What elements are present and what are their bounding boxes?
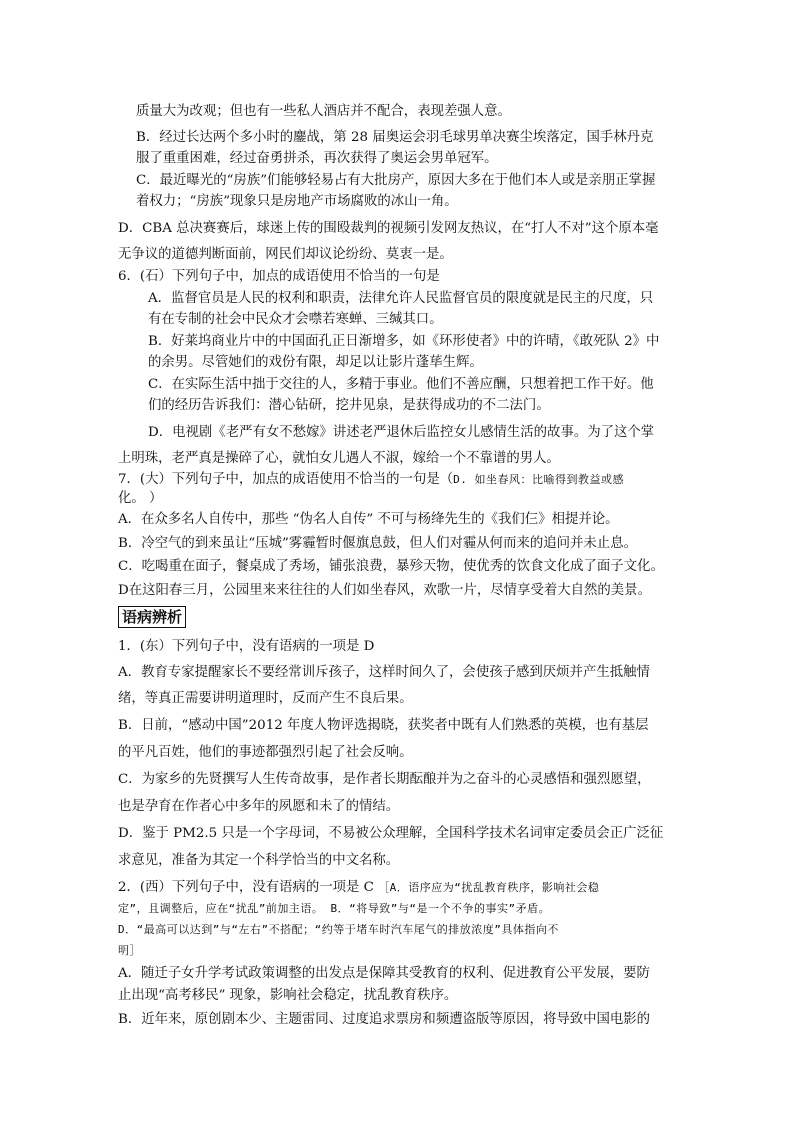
answer-note: 明］ — [118, 944, 141, 957]
answer-note: D. 如坐春风：比喻得到教益或感 — [453, 473, 624, 486]
text-line: C．最近曝光的“房族”们能够轻易占有大批房产，原因大多在于他们本人或是亲朋正掌握 — [136, 173, 656, 188]
text-line: 无争议的道德判断面前，网民们却议论纷纷、莫衷一是。 — [118, 247, 453, 262]
answer-note: ［A．语序应为“扰乱教育秩序，影响社会稳 — [378, 881, 600, 894]
question-1-stem: 1．(东）下列句子中，没有语病的一项是 D — [118, 639, 375, 654]
text-line: 质量大为改观；但也有一些私人酒店并不配合，表现差强人意。 — [136, 104, 511, 119]
text-line: C．为家乡的先贤撰写人生传奇故事，是作者长期酝酿并为之奋斗的心灵感悟和强烈愿望， — [118, 772, 651, 787]
text-line: 的平凡百姓，他们的事迹都强烈引起了社会反响。 — [118, 745, 413, 760]
question-7-stem: 7．(大）下列句子中，加点的成语使用不恰当的一句是（D. 如坐春风：比喻得到教益或感 — [118, 472, 624, 487]
text-line: B．日前，“感动中国”2012 年度人物评选揭晓，获奖者中既有人们熟悉的英模，也有基层 — [118, 718, 649, 733]
text-line: D．电视剧《老严有女不愁嫁》讲述老严退休后监控女儿感情生活的故事。为了这个掌 — [148, 425, 655, 440]
text-line: 上明珠，老严真是操碎了心，就怕女儿遇人不淑，嫁给一个不靠谱的男人。 — [118, 451, 560, 466]
text-line: C．吃喝重在面子，餐桌成了秀场，铺张浪费，暴殄天物，使优秀的饮食文化成了面子文化。 — [118, 559, 664, 574]
text-line: 化。 ） — [118, 491, 163, 506]
text-line: 求意见，准备为其定一个科学恰当的中文名称。 — [118, 853, 400, 868]
text-line: A．在众多名人自传中，那些 “伪名人自传” 不可与杨绛先生的《我们仨》相提并论。 — [118, 512, 619, 527]
answer-note: D．“最高可以达到”与“左右”不搭配；“约等于堵车时汽车尾气的排放浓度”具体指向不 — [118, 923, 559, 936]
text-line: D．鉴于 PM2.5 只是一个字母词，不易被公众理解，全国科学技术名词审定委员会正广泛征 — [118, 826, 664, 841]
text-line: 着权力；“房族”现象只是房地产市场腐败的冰山一角。 — [136, 194, 458, 209]
text-line: A．教育专家提醒家长不要经常训斥孩子，这样时间久了，会使孩子感到厌烦并产生抵触情 — [118, 665, 650, 680]
text-line: D．CBA 总决赛赛后，球迷上传的围殴裁判的视频引发网友热议，在“打人不对”这个原本毫 — [118, 221, 659, 236]
section-heading: 语病辨析 — [118, 606, 186, 628]
text-line: 的余男。尽管她们的戏份有限，却足以让影片蓬荜生辉。 — [148, 355, 483, 370]
text-line: 止出现“高考移民” 现象，影响社会稳定，扰乱教育秩序。 — [118, 988, 458, 1003]
question-2-stem: 2．(西）下列句子中，没有语病的一项是 C ［A．语序应为“扰乱教育秩序，影响社会稳 — [118, 880, 600, 895]
question-6-stem: 6．(石）下列句子中，加点的成语使用不恰当的一句是 — [118, 269, 440, 284]
text-line: B．冷空气的到来虽让“压城”雾霾暂时偃旗息鼓，但人们对霾从何而来的追问并未止息。 — [118, 536, 637, 551]
text-line: A．随迁子女升学考试政策调整的出发点是保障其受教育的权利、促进教育公平发展，要防 — [118, 966, 650, 981]
text-line: 服了重重困难，经过奋勇拼杀，再次获得了奥运会男单冠军。 — [136, 151, 498, 166]
answer-note: 定”，且调整后，应在“扰乱”前加主语。 B．“将导致”与“是一个不争的事实”矛盾。 — [118, 902, 551, 915]
text-line: B．近年来，原创剧本少、主题雷同、过度追求票房和频遭盗版等原因，将导致中国电影的 — [118, 1012, 651, 1027]
text-line: 绪，等真正需要讲明道理时，反而产生不良后果。 — [118, 691, 413, 706]
text-line: B．好莱坞商业片中的中国面孔正日渐增多，如《环形使者》中的许晴，《敢死队 2》中 — [148, 334, 660, 349]
text-line: A．监督官员是人民的权利和职责，法律允许人民监督官员的限度就是民主的尺度，只 — [148, 291, 654, 306]
text-line: D在这阳春三月，公园里来来往往的人们如坐春风，欢歌一片，尽情享受着大自然的美景。 — [118, 583, 651, 598]
text-line: 也是孕育在作者心中多年的夙愿和未了的情结。 — [118, 799, 400, 814]
text-line: 有在专制的社会中民众才会噤若寒蝉、三缄其口。 — [148, 312, 443, 327]
text-line: C．在实际生活中拙于交往的人，多精于事业。他们不善应酬，只想着把工作干好。他 — [148, 377, 654, 392]
text-line: B．经过长达两个多小时的鏖战，第 28 届奥运会羽毛球男单决赛尘埃落定，国手林丹克 — [136, 130, 654, 145]
text-line: 们的经历告诉我们：潜心钻研，挖井见泉，是获得成功的不二法门。 — [148, 398, 550, 413]
